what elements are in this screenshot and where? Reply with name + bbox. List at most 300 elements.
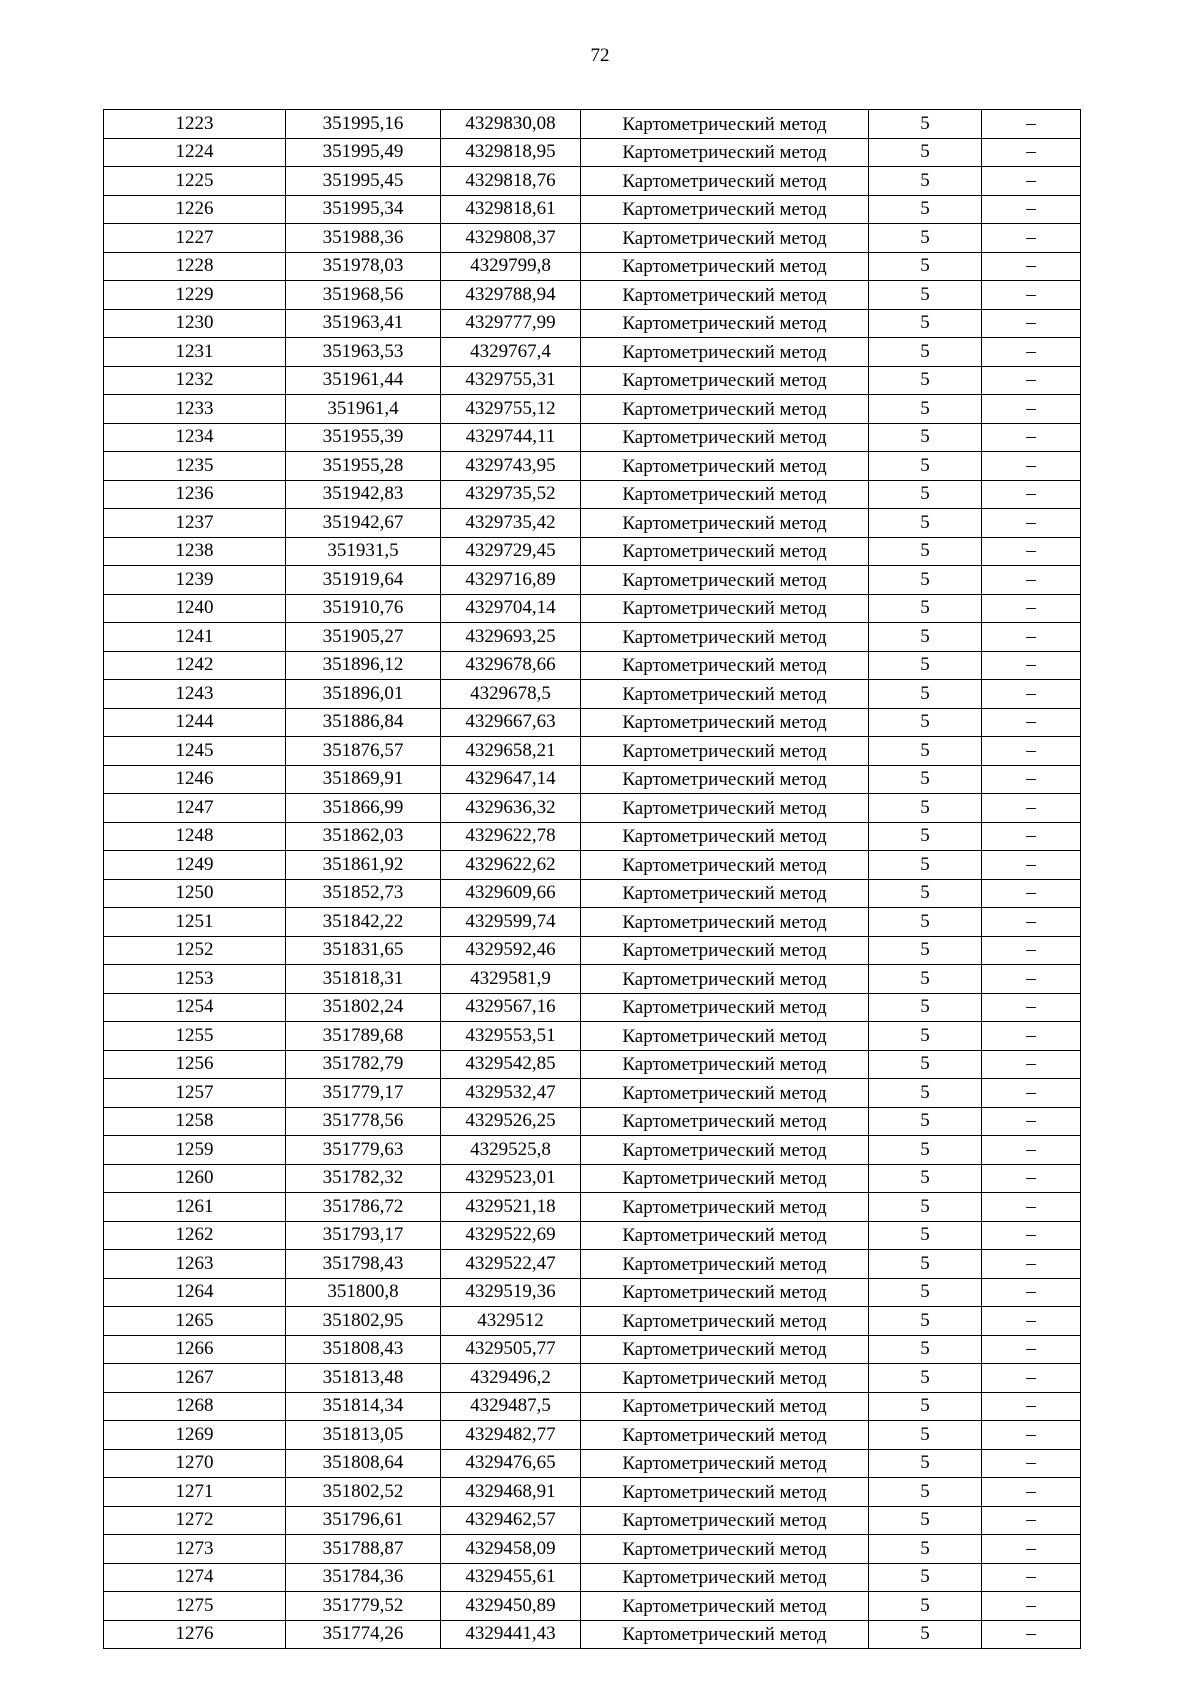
accuracy-cell: 5: [869, 452, 982, 481]
y-coordinate-cell: 4329496,2: [441, 1364, 581, 1393]
x-coordinate-cell: 351861,92: [286, 851, 441, 880]
table-row: [104, 1079, 1081, 1108]
x-coordinate-cell: 351862,03: [286, 822, 441, 851]
remark-cell: –: [982, 851, 1081, 880]
remark-cell: –: [982, 1307, 1081, 1336]
method-cell: Картометрический метод: [581, 1278, 869, 1307]
x-coordinate-cell: 351814,34: [286, 1392, 441, 1421]
y-coordinate-cell: 4329808,37: [441, 224, 581, 253]
y-coordinate-cell: 4329599,74: [441, 908, 581, 937]
method-cell: Картометрический метод: [581, 480, 869, 509]
y-coordinate-cell: 4329505,77: [441, 1335, 581, 1364]
point-number-cell: 1264: [104, 1278, 286, 1307]
method-cell: Картометрический метод: [581, 851, 869, 880]
point-number-cell: 1274: [104, 1563, 286, 1592]
table-row: [104, 1136, 1081, 1165]
y-coordinate-cell: 4329622,78: [441, 822, 581, 851]
remark-cell: –: [982, 537, 1081, 566]
y-coordinate-cell: 4329581,9: [441, 965, 581, 994]
point-number-cell: 1254: [104, 993, 286, 1022]
accuracy-cell: 5: [869, 908, 982, 937]
x-coordinate-cell: 351788,87: [286, 1535, 441, 1564]
x-coordinate-cell: 351910,76: [286, 594, 441, 623]
point-number-cell: 1260: [104, 1164, 286, 1193]
point-number-cell: 1226: [104, 195, 286, 224]
y-coordinate-cell: 4329744,11: [441, 423, 581, 452]
remark-cell: –: [982, 680, 1081, 709]
method-cell: Картометрический метод: [581, 167, 869, 196]
remark-cell: –: [982, 1506, 1081, 1535]
method-cell: Картометрический метод: [581, 651, 869, 680]
method-cell: Картометрический метод: [581, 879, 869, 908]
accuracy-cell: 5: [869, 1478, 982, 1507]
accuracy-cell: 5: [869, 1335, 982, 1364]
method-cell: Картометрический метод: [581, 252, 869, 281]
x-coordinate-cell: 351876,57: [286, 737, 441, 766]
y-coordinate-cell: 4329542,85: [441, 1050, 581, 1079]
x-coordinate-cell: 351813,05: [286, 1421, 441, 1450]
method-cell: Картометрический метод: [581, 566, 869, 595]
accuracy-cell: 5: [869, 822, 982, 851]
method-cell: Картометрический метод: [581, 737, 869, 766]
accuracy-cell: 5: [869, 1022, 982, 1051]
table-row: [104, 1478, 1081, 1507]
table-row: [104, 423, 1081, 452]
table-row: [104, 1535, 1081, 1564]
method-cell: Картометрический метод: [581, 1193, 869, 1222]
table-row: [104, 1592, 1081, 1621]
remark-cell: –: [982, 737, 1081, 766]
table-row: [104, 1278, 1081, 1307]
y-coordinate-cell: 4329523,01: [441, 1164, 581, 1193]
y-coordinate-cell: 4329667,63: [441, 708, 581, 737]
table-row: [104, 1364, 1081, 1393]
y-coordinate-cell: 4329743,95: [441, 452, 581, 481]
x-coordinate-cell: 351988,36: [286, 224, 441, 253]
y-coordinate-cell: 4329522,47: [441, 1250, 581, 1279]
method-cell: Картометрический метод: [581, 936, 869, 965]
x-coordinate-cell: 351800,8: [286, 1278, 441, 1307]
point-number-cell: 1233: [104, 395, 286, 424]
point-number-cell: 1243: [104, 680, 286, 709]
method-cell: Картометрический метод: [581, 366, 869, 395]
y-coordinate-cell: 4329647,14: [441, 765, 581, 794]
table-row: [104, 1307, 1081, 1336]
accuracy-cell: 5: [869, 224, 982, 253]
table-row: [104, 138, 1081, 167]
point-number-cell: 1234: [104, 423, 286, 452]
accuracy-cell: 5: [869, 1250, 982, 1279]
remark-cell: –: [982, 423, 1081, 452]
x-coordinate-cell: 351931,5: [286, 537, 441, 566]
accuracy-cell: 5: [869, 423, 982, 452]
accuracy-cell: 5: [869, 965, 982, 994]
y-coordinate-cell: 4329678,5: [441, 680, 581, 709]
y-coordinate-cell: 4329462,57: [441, 1506, 581, 1535]
x-coordinate-cell: 351852,73: [286, 879, 441, 908]
remark-cell: –: [982, 708, 1081, 737]
point-number-cell: 1265: [104, 1307, 286, 1336]
remark-cell: –: [982, 509, 1081, 538]
method-cell: Картометрический метод: [581, 1449, 869, 1478]
accuracy-cell: 5: [869, 366, 982, 395]
remark-cell: –: [982, 936, 1081, 965]
point-number-cell: 1236: [104, 480, 286, 509]
method-cell: Картометрический метод: [581, 1107, 869, 1136]
accuracy-cell: 5: [869, 480, 982, 509]
table-row: [104, 110, 1081, 139]
remark-cell: –: [982, 1221, 1081, 1250]
y-coordinate-cell: 4329441,43: [441, 1620, 581, 1649]
remark-cell: –: [982, 594, 1081, 623]
method-cell: Картометрический метод: [581, 195, 869, 224]
remark-cell: –: [982, 1364, 1081, 1393]
method-cell: Картометрический метод: [581, 1421, 869, 1450]
x-coordinate-cell: 351978,03: [286, 252, 441, 281]
accuracy-cell: 5: [869, 537, 982, 566]
accuracy-cell: 5: [869, 851, 982, 880]
point-number-cell: 1229: [104, 281, 286, 310]
y-coordinate-cell: 4329735,42: [441, 509, 581, 538]
y-coordinate-cell: 4329455,61: [441, 1563, 581, 1592]
method-cell: Картометрический метод: [581, 138, 869, 167]
accuracy-cell: 5: [869, 737, 982, 766]
accuracy-cell: 5: [869, 651, 982, 680]
method-cell: Картометрический метод: [581, 537, 869, 566]
table-row: [104, 879, 1081, 908]
table-row: [104, 1449, 1081, 1478]
point-number-cell: 1238: [104, 537, 286, 566]
remark-cell: –: [982, 879, 1081, 908]
table-row: [104, 1193, 1081, 1222]
point-number-cell: 1263: [104, 1250, 286, 1279]
remark-cell: –: [982, 452, 1081, 481]
point-number-cell: 1241: [104, 623, 286, 652]
accuracy-cell: 5: [869, 509, 982, 538]
x-coordinate-cell: 351896,12: [286, 651, 441, 680]
y-coordinate-cell: 4329818,61: [441, 195, 581, 224]
y-coordinate-cell: 4329729,45: [441, 537, 581, 566]
method-cell: Картометрический метод: [581, 1079, 869, 1108]
y-coordinate-cell: 4329658,21: [441, 737, 581, 766]
x-coordinate-cell: 351808,64: [286, 1449, 441, 1478]
method-cell: Картометрический метод: [581, 908, 869, 937]
remark-cell: –: [982, 309, 1081, 338]
x-coordinate-cell: 351786,72: [286, 1193, 441, 1222]
accuracy-cell: 5: [869, 1563, 982, 1592]
method-cell: Картометрический метод: [581, 822, 869, 851]
point-number-cell: 1242: [104, 651, 286, 680]
method-cell: Картометрический метод: [581, 1335, 869, 1364]
remark-cell: –: [982, 1050, 1081, 1079]
method-cell: Картометрический метод: [581, 1050, 869, 1079]
table-row: [104, 1250, 1081, 1279]
x-coordinate-cell: 351963,53: [286, 338, 441, 367]
point-number-cell: 1248: [104, 822, 286, 851]
remark-cell: –: [982, 252, 1081, 281]
y-coordinate-cell: 4329609,66: [441, 879, 581, 908]
point-number-cell: 1246: [104, 765, 286, 794]
accuracy-cell: 5: [869, 1620, 982, 1649]
method-cell: Картометрический метод: [581, 281, 869, 310]
method-cell: Картометрический метод: [581, 1022, 869, 1051]
remark-cell: –: [982, 1620, 1081, 1649]
x-coordinate-cell: 351995,49: [286, 138, 441, 167]
method-cell: Картометрический метод: [581, 1478, 869, 1507]
table-row: [104, 1392, 1081, 1421]
point-number-cell: 1250: [104, 879, 286, 908]
accuracy-cell: 5: [869, 1221, 982, 1250]
accuracy-cell: 5: [869, 708, 982, 737]
y-coordinate-cell: 4329512: [441, 1307, 581, 1336]
table-row: [104, 338, 1081, 367]
y-coordinate-cell: 4329636,32: [441, 794, 581, 823]
table-row: [104, 623, 1081, 652]
y-coordinate-cell: 4329482,77: [441, 1421, 581, 1450]
method-cell: Картометрический метод: [581, 1620, 869, 1649]
method-cell: Картометрический метод: [581, 1164, 869, 1193]
accuracy-cell: 5: [869, 1193, 982, 1222]
x-coordinate-cell: 351995,16: [286, 110, 441, 139]
point-number-cell: 1235: [104, 452, 286, 481]
x-coordinate-cell: 351789,68: [286, 1022, 441, 1051]
point-number-cell: 1267: [104, 1364, 286, 1393]
x-coordinate-cell: 351886,84: [286, 708, 441, 737]
point-number-cell: 1269: [104, 1421, 286, 1450]
point-number-cell: 1261: [104, 1193, 286, 1222]
point-number-cell: 1247: [104, 794, 286, 823]
x-coordinate-cell: 351995,34: [286, 195, 441, 224]
remark-cell: –: [982, 822, 1081, 851]
method-cell: Картометрический метод: [581, 1506, 869, 1535]
x-coordinate-cell: 351802,95: [286, 1307, 441, 1336]
point-number-cell: 1270: [104, 1449, 286, 1478]
point-number-cell: 1251: [104, 908, 286, 937]
x-coordinate-cell: 351905,27: [286, 623, 441, 652]
method-cell: Картометрический метод: [581, 594, 869, 623]
point-number-cell: 1227: [104, 224, 286, 253]
accuracy-cell: 5: [869, 680, 982, 709]
point-number-cell: 1271: [104, 1478, 286, 1507]
y-coordinate-cell: 4329522,69: [441, 1221, 581, 1250]
x-coordinate-cell: 351782,32: [286, 1164, 441, 1193]
accuracy-cell: 5: [869, 1449, 982, 1478]
point-number-cell: 1275: [104, 1592, 286, 1621]
table-row: [104, 395, 1081, 424]
x-coordinate-cell: 351802,52: [286, 1478, 441, 1507]
remark-cell: –: [982, 908, 1081, 937]
method-cell: Картометрический метод: [581, 1392, 869, 1421]
remark-cell: –: [982, 1022, 1081, 1051]
point-number-cell: 1259: [104, 1136, 286, 1165]
method-cell: Картометрический метод: [581, 1563, 869, 1592]
method-cell: Картометрический метод: [581, 993, 869, 1022]
accuracy-cell: 5: [869, 1164, 982, 1193]
remark-cell: –: [982, 480, 1081, 509]
x-coordinate-cell: 351818,31: [286, 965, 441, 994]
table-row: [104, 908, 1081, 937]
method-cell: Картометрический метод: [581, 1221, 869, 1250]
x-coordinate-cell: 351968,56: [286, 281, 441, 310]
table-row: [104, 309, 1081, 338]
remark-cell: –: [982, 794, 1081, 823]
table-row: [104, 224, 1081, 253]
table-row: [104, 1164, 1081, 1193]
x-coordinate-cell: 351798,43: [286, 1250, 441, 1279]
y-coordinate-cell: 4329830,08: [441, 110, 581, 139]
y-coordinate-cell: 4329788,94: [441, 281, 581, 310]
x-coordinate-cell: 351961,4: [286, 395, 441, 424]
x-coordinate-cell: 351782,79: [286, 1050, 441, 1079]
remark-cell: –: [982, 566, 1081, 595]
point-number-cell: 1255: [104, 1022, 286, 1051]
table-row: [104, 366, 1081, 395]
table-row: [104, 537, 1081, 566]
method-cell: Картометрический метод: [581, 680, 869, 709]
accuracy-cell: 5: [869, 138, 982, 167]
y-coordinate-cell: 4329716,89: [441, 566, 581, 595]
x-coordinate-cell: 351869,91: [286, 765, 441, 794]
accuracy-cell: 5: [869, 110, 982, 139]
point-number-cell: 1276: [104, 1620, 286, 1649]
y-coordinate-cell: 4329755,12: [441, 395, 581, 424]
remark-cell: –: [982, 138, 1081, 167]
remark-cell: –: [982, 1563, 1081, 1592]
y-coordinate-cell: 4329525,8: [441, 1136, 581, 1165]
accuracy-cell: 5: [869, 1079, 982, 1108]
point-number-cell: 1258: [104, 1107, 286, 1136]
point-number-cell: 1231: [104, 338, 286, 367]
accuracy-cell: 5: [869, 167, 982, 196]
accuracy-cell: 5: [869, 1307, 982, 1336]
point-number-cell: 1239: [104, 566, 286, 595]
accuracy-cell: 5: [869, 936, 982, 965]
remark-cell: –: [982, 395, 1081, 424]
point-number-cell: 1224: [104, 138, 286, 167]
table-row: [104, 281, 1081, 310]
x-coordinate-cell: 351955,39: [286, 423, 441, 452]
point-number-cell: 1225: [104, 167, 286, 196]
remark-cell: –: [982, 1478, 1081, 1507]
method-cell: Картометрический метод: [581, 110, 869, 139]
point-number-cell: 1249: [104, 851, 286, 880]
accuracy-cell: 5: [869, 993, 982, 1022]
y-coordinate-cell: 4329526,25: [441, 1107, 581, 1136]
point-number-cell: 1228: [104, 252, 286, 281]
y-coordinate-cell: 4329704,14: [441, 594, 581, 623]
accuracy-cell: 5: [869, 594, 982, 623]
remark-cell: –: [982, 1335, 1081, 1364]
y-coordinate-cell: 4329767,4: [441, 338, 581, 367]
table-row: [104, 708, 1081, 737]
method-cell: Картометрический метод: [581, 794, 869, 823]
y-coordinate-cell: 4329468,91: [441, 1478, 581, 1507]
method-cell: Картометрический метод: [581, 623, 869, 652]
x-coordinate-cell: 351779,52: [286, 1592, 441, 1621]
table-row: [104, 1107, 1081, 1136]
remark-cell: –: [982, 1449, 1081, 1478]
page-number: 72: [590, 45, 610, 66]
y-coordinate-cell: 4329818,95: [441, 138, 581, 167]
table-row: [104, 1620, 1081, 1649]
table-row: [104, 1335, 1081, 1364]
table-row: [104, 737, 1081, 766]
accuracy-cell: 5: [869, 1535, 982, 1564]
point-number-cell: 1245: [104, 737, 286, 766]
method-cell: Картометрический метод: [581, 1307, 869, 1336]
accuracy-cell: 5: [869, 281, 982, 310]
y-coordinate-cell: 4329622,62: [441, 851, 581, 880]
x-coordinate-cell: 351831,65: [286, 936, 441, 965]
table-row: [104, 509, 1081, 538]
coordinates-table: [103, 109, 1081, 1649]
point-number-cell: 1237: [104, 509, 286, 538]
table-row: [104, 195, 1081, 224]
x-coordinate-cell: 351813,48: [286, 1364, 441, 1393]
point-number-cell: 1268: [104, 1392, 286, 1421]
point-number-cell: 1230: [104, 309, 286, 338]
accuracy-cell: 5: [869, 879, 982, 908]
accuracy-cell: 5: [869, 338, 982, 367]
method-cell: Картометрический метод: [581, 965, 869, 994]
remark-cell: –: [982, 1107, 1081, 1136]
table-row: [104, 1050, 1081, 1079]
y-coordinate-cell: 4329693,25: [441, 623, 581, 652]
method-cell: Картометрический метод: [581, 338, 869, 367]
method-cell: Картометрический метод: [581, 423, 869, 452]
method-cell: Картометрический метод: [581, 1364, 869, 1393]
table-row: [104, 452, 1081, 481]
accuracy-cell: 5: [869, 623, 982, 652]
x-coordinate-cell: 351842,22: [286, 908, 441, 937]
remark-cell: –: [982, 1278, 1081, 1307]
y-coordinate-cell: 4329567,16: [441, 993, 581, 1022]
y-coordinate-cell: 4329777,99: [441, 309, 581, 338]
x-coordinate-cell: 351919,64: [286, 566, 441, 595]
point-number-cell: 1244: [104, 708, 286, 737]
remark-cell: –: [982, 651, 1081, 680]
table-row: [104, 594, 1081, 623]
table-row: [104, 822, 1081, 851]
x-coordinate-cell: 351942,67: [286, 509, 441, 538]
table-row: [104, 680, 1081, 709]
remark-cell: –: [982, 366, 1081, 395]
point-number-cell: 1266: [104, 1335, 286, 1364]
table-row: [104, 167, 1081, 196]
x-coordinate-cell: 351961,44: [286, 366, 441, 395]
remark-cell: –: [982, 1592, 1081, 1621]
table-row: [104, 1421, 1081, 1450]
accuracy-cell: 5: [869, 395, 982, 424]
remark-cell: –: [982, 993, 1081, 1022]
table-row: [104, 1506, 1081, 1535]
accuracy-cell: 5: [869, 794, 982, 823]
x-coordinate-cell: 351896,01: [286, 680, 441, 709]
point-number-cell: 1223: [104, 110, 286, 139]
x-coordinate-cell: 351778,56: [286, 1107, 441, 1136]
remark-cell: –: [982, 623, 1081, 652]
y-coordinate-cell: 4329458,09: [441, 1535, 581, 1564]
y-coordinate-cell: 4329476,65: [441, 1449, 581, 1478]
y-coordinate-cell: 4329755,31: [441, 366, 581, 395]
x-coordinate-cell: 351774,26: [286, 1620, 441, 1649]
remark-cell: –: [982, 1136, 1081, 1165]
remark-cell: –: [982, 1250, 1081, 1279]
remark-cell: –: [982, 1079, 1081, 1108]
x-coordinate-cell: 351802,24: [286, 993, 441, 1022]
method-cell: Картометрический метод: [581, 1592, 869, 1621]
remark-cell: –: [982, 167, 1081, 196]
